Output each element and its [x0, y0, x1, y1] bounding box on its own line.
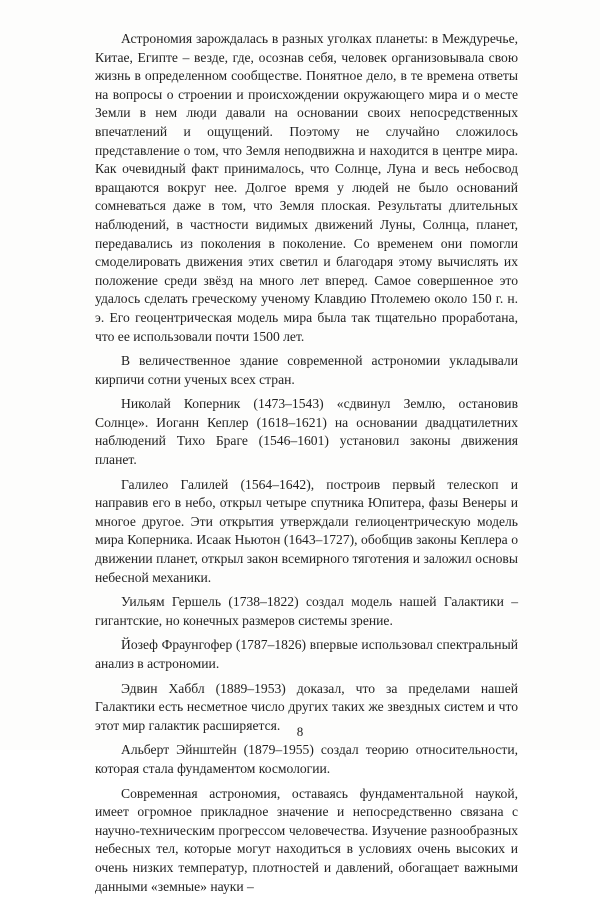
- paragraph-modern-astronomy-building: В величественное здание современной астрономии укладывали кирпичи сотни ученых всех стран.: [95, 353, 518, 387]
- body-text: [95, 30, 518, 902]
- paragraph-copernicus-kepler: Николай Коперник (1473–1543) «сдвинул Землю, остановив Солнце». Иоганн Кеплер (1618–1621) на основании двадцатилетних наблюдений Тихо Браге (1546–1601) установил законы движения планет.: [95, 396, 518, 468]
- paragraph-modern-astronomy-applied: Современная астрономия, оставаясь фундаментальной наукой, имеет огромное прикладное значение и непосредственно связана с научно-техническим прогрессом человечества. Изучение разнообразных небесных тел, которые могут находиться в условиях очень высоких и очень низких температур, плотностей и давлений, обогащает важными данными «земные» науки –: [95, 785, 518, 894]
- paragraph-hubble: Эдвин Хаббл (1889–1953) доказал, что за пределами нашей Галактики есть несметное число других таких же звездных систем и что этот мир галактик расширяется.: [95, 680, 518, 733]
- paragraph-einstein: Альберт Эйнштейн (1879–1955) создал теорию относительности, которая стала фундаментом космологии.: [95, 742, 518, 776]
- paragraph-fraunhofer: Йозеф Фраунгофер (1787–1826) впервые использовал спектральный анализ в астрономии.: [95, 637, 518, 671]
- paragraph-astronomy-origins: Астрономия зарождалась в разных уголках планеты: в Междуречье, Китае, Египте – везде, где, осознав себя, человек организовывала свою жизнь в определенном сообществе. Понятное дело, в те времена ответы на вопросы о строении и происхождении окружающего мира и о месте Земли в нем люди давали на основании своих непосредственных впечатлений и ощущений. Поэтому не случайно сложилось представление о том, что Земля неподвижна и находится в центре мира. Как очевидный факт принималось, что Солнце, Луна и весь небосвод вращаются вокруг нее. Долгое время у людей не было оснований сомневаться даже в том, что Земля плоская. Результаты длительных наблюдений, в частности видимых движений Луны, Солнца, планет, передавались из поколения в поколение. Со временем они помогли смоделировать движения этих светил и благодаря этому вычислять их положение среди звёзд на много лет вперед. Самое совершенное это удалось сделать греческому ученому Клавдию Птолемею около 150 г. н. э. Его геоцентрическая модель мира была так тщательно проработана, что ее использовали почти 1500 лет.: [95, 31, 518, 344]
- paragraph-galileo-newton: Галилео Галилей (1564–1642), построив первый телескоп и направив его в небо, открыл четыре спутника Юпитера, фазы Венеры и многое другое. Эти открытия утверждали гелиоцентрическую модель мира Коперника. Исаак Ньютон (1643–1727), обобщив законы Кеплера о движении планет, открыл закон всемирного тяготения и заложил основы небесной механики.: [95, 476, 518, 585]
- page-number: 8: [296, 724, 304, 739]
- paragraph-herschel: Уильям Гершель (1738–1822) создал модель нашей Галактики – гигантские, но конечных размеров системы зрение.: [95, 594, 518, 628]
